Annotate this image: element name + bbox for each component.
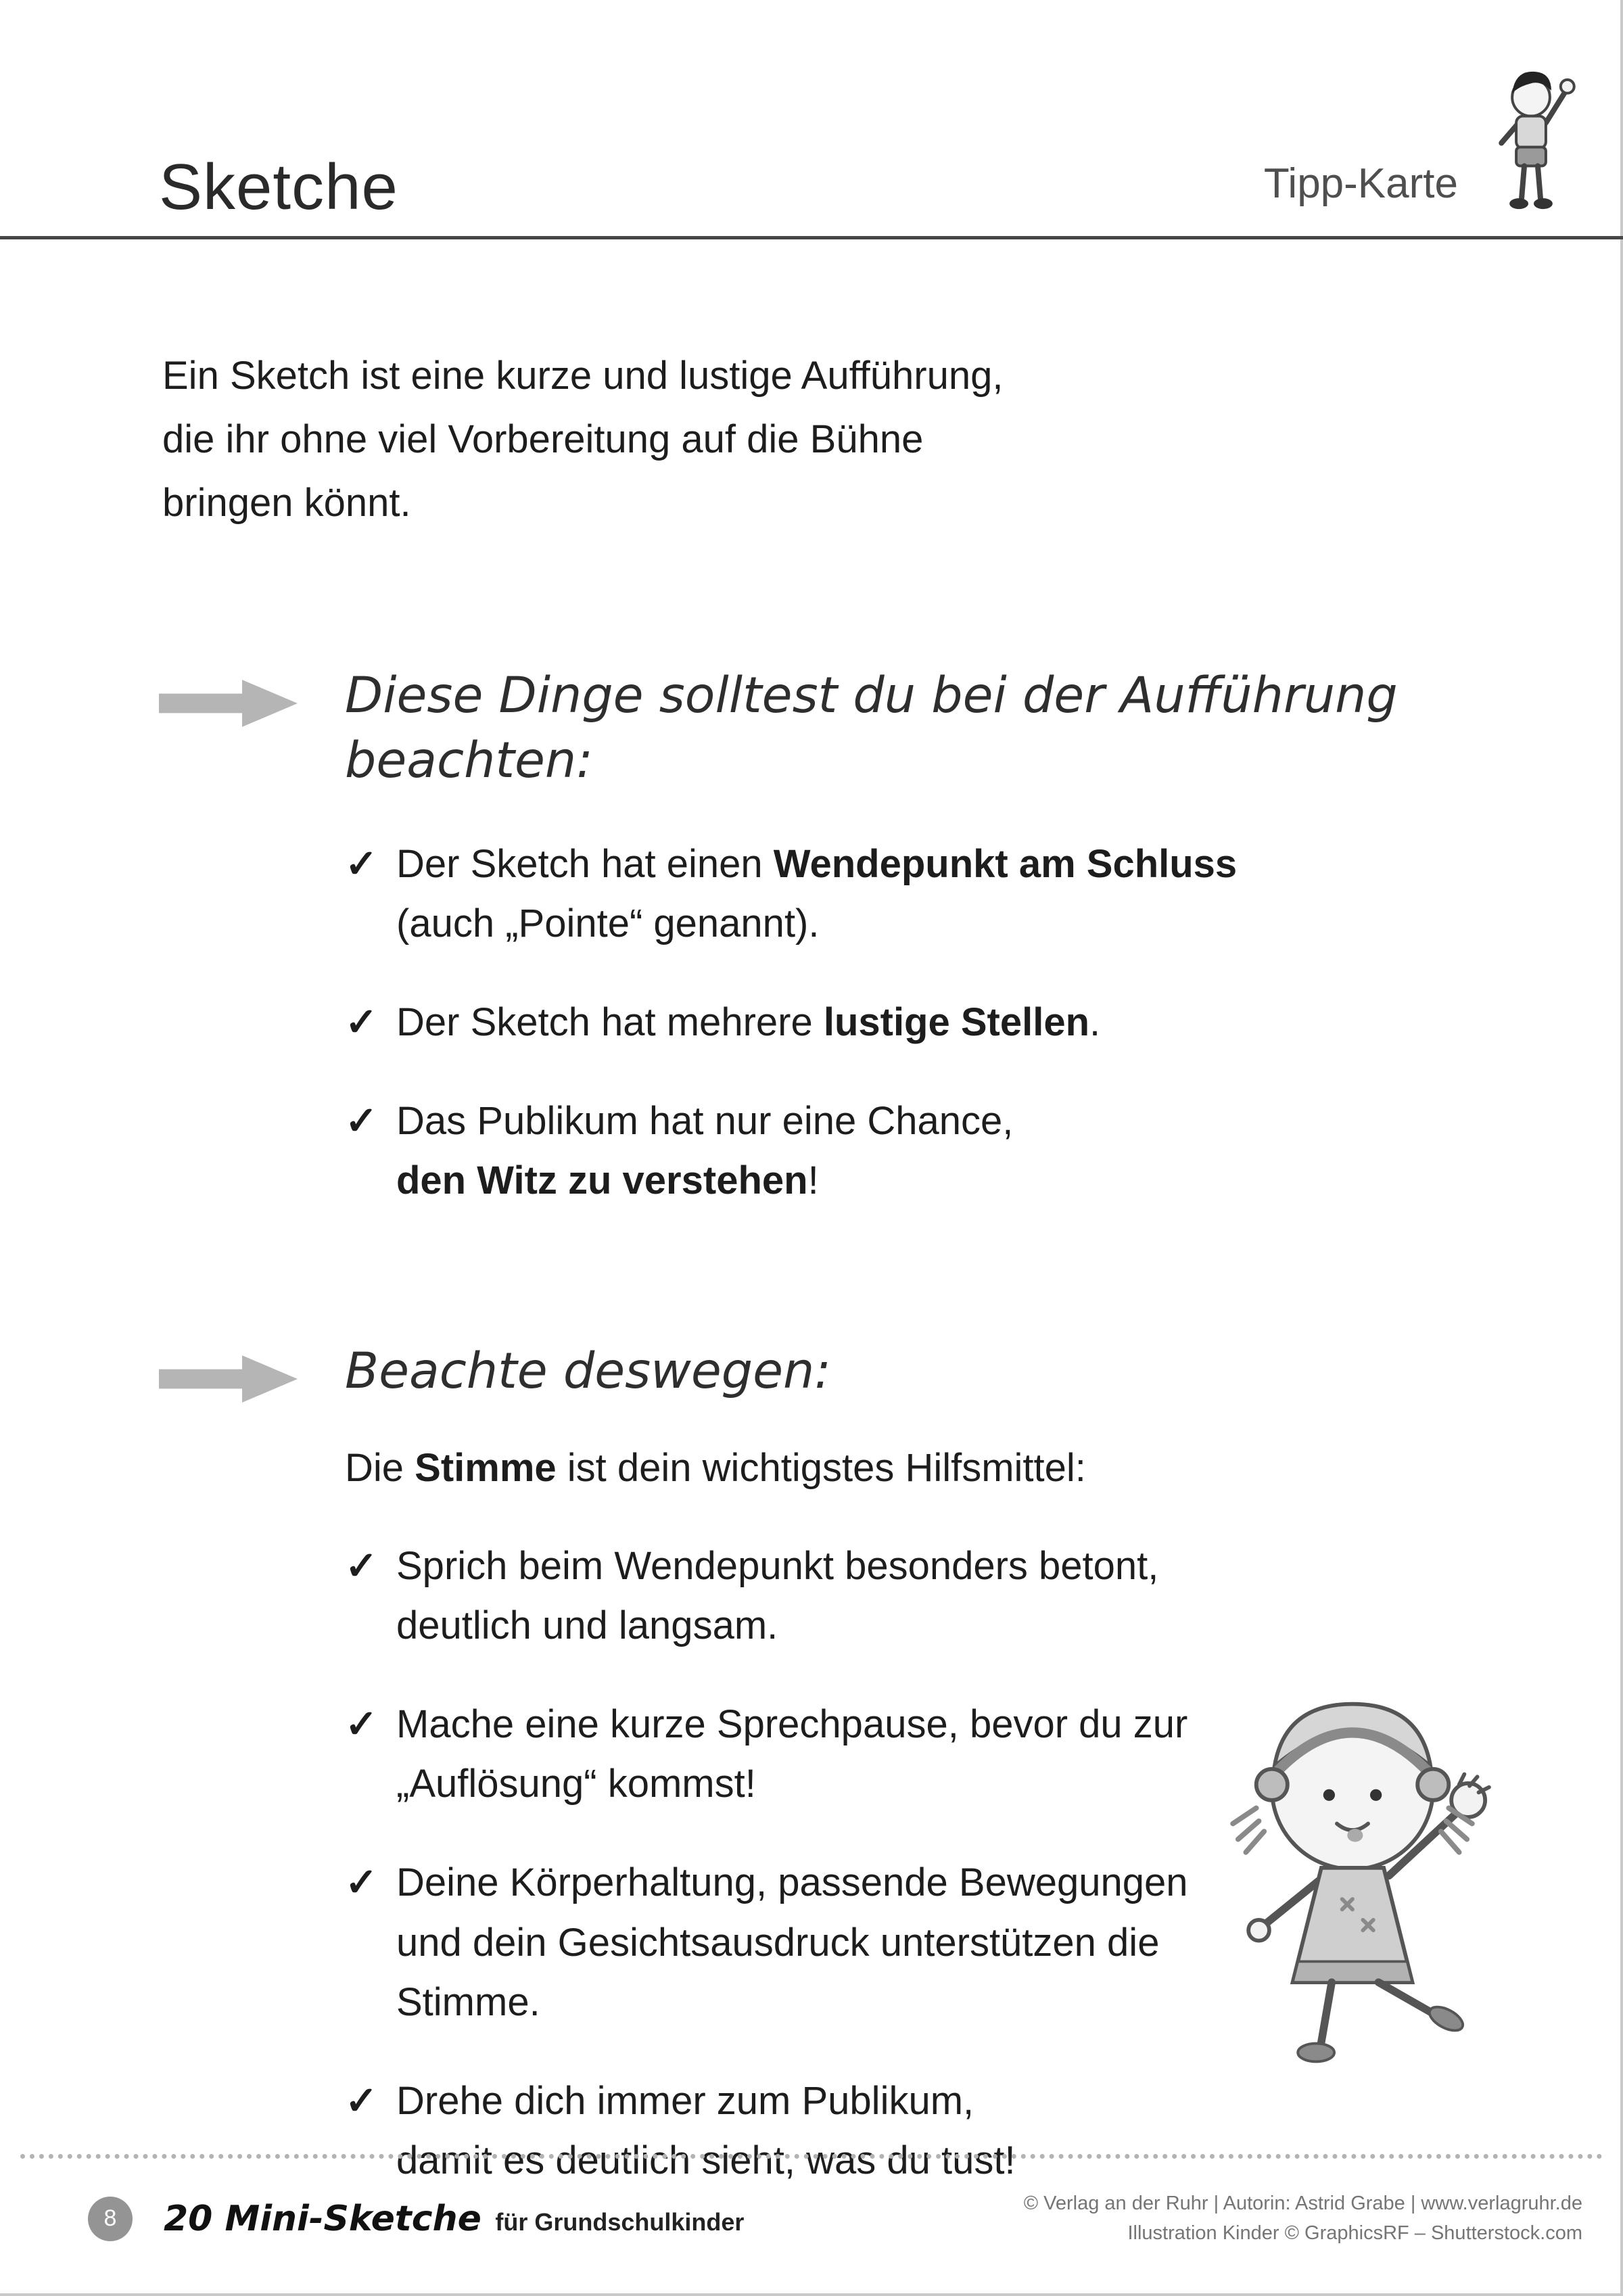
header-right — [1264, 61, 1582, 220]
text-segment: „Auflösung“ kommst! — [396, 1762, 756, 1806]
page-header — [0, 0, 1623, 239]
text-segment: Der Sketch hat mehrere — [396, 1000, 824, 1044]
checklist-item — [345, 1695, 1188, 1814]
intro-paragraph — [162, 344, 1623, 535]
checklist-item — [345, 1853, 1188, 2032]
text-segment: und dein Gesichtsausdruck unterstützen die — [396, 1920, 1160, 1965]
heading-line: beachten: — [345, 732, 593, 790]
series-title-script: 20 Mini-Sketche — [164, 2198, 481, 2239]
text-segment: Die — [345, 1445, 415, 1490]
bold-segment: Wendepunkt am Schluss — [773, 841, 1238, 886]
boy-icon — [1481, 61, 1582, 220]
section-heading — [345, 663, 1398, 794]
checklist-item — [345, 993, 1398, 1052]
text-segment: ist dein wichtigstes Hilfsmittel: — [556, 1445, 1086, 1490]
footer-left — [88, 2197, 744, 2241]
boy-illustration — [1481, 61, 1582, 220]
text-segment: (auch „Pointe“ genannt). — [396, 901, 820, 945]
checklist-item — [345, 1092, 1398, 1211]
page-footer — [0, 2154, 1623, 2296]
text-segment: ! — [807, 1158, 819, 1203]
girl-illustration — [1183, 1664, 1522, 2073]
check-icon: ✓ — [345, 1000, 378, 1044]
girl-icon — [1183, 1664, 1522, 2069]
series-title-rest: für Grundschulkinder — [495, 2207, 745, 2236]
footer-divider — [20, 2154, 1603, 2159]
intro-line: bringen könnt. — [162, 480, 411, 525]
text-segment: Drehe dich immer zum Publikum, — [396, 2078, 974, 2123]
section-body — [345, 663, 1398, 1211]
arrow-right-icon — [159, 678, 298, 1211]
text-segment: Sprich beim Wendepunkt besonders betont, — [396, 1543, 1159, 1588]
credits — [1024, 2189, 1582, 2248]
heading-line: Diese Dinge solltest du bei der Aufführung — [345, 666, 1398, 724]
intro-line: die ihr ohne viel Vorbereitung auf die Bühne — [162, 417, 924, 461]
text-segment: Das Publikum hat nur eine Chance, — [396, 1099, 1014, 1144]
check-icon: ✓ — [345, 1543, 378, 1588]
section-heading: Beachte deswegen: — [345, 1342, 831, 1401]
checklist-text — [396, 1853, 1188, 2032]
checklist-text — [396, 1092, 1013, 1211]
text-segment: Der Sketch hat einen — [396, 841, 774, 886]
text-segment: Deine Körperhaltung, passende Bewegungen — [396, 1860, 1188, 1905]
section-performance-rules — [159, 663, 1623, 1211]
checklist-item — [345, 1537, 1188, 1656]
page-number-badge: 8 — [88, 2197, 133, 2241]
checklist-text — [396, 1537, 1158, 1656]
text-segment: Mache eine kurze Sprechpause, bevor du zur — [396, 1702, 1188, 1747]
tip-card-label: Tipp-Karte — [1263, 160, 1458, 207]
page-title: Sketche — [159, 151, 398, 223]
section-lead — [345, 1438, 1188, 1497]
check-icon: ✓ — [345, 841, 378, 886]
arrow-right-icon — [159, 1354, 298, 2190]
checklist-item — [345, 835, 1398, 954]
check-icon: ✓ — [345, 1860, 378, 1905]
checklist-text — [396, 993, 1100, 1052]
check-icon: ✓ — [345, 1099, 378, 1144]
credit-line: Illustration Kinder © GraphicsRF – Shutterstock.com — [1127, 2222, 1582, 2244]
bold-segment: Stimme — [415, 1445, 557, 1490]
credit-line: © Verlag an der Ruhr | Autorin: Astrid Grabe | www.verlagruhr.de — [1023, 2193, 1582, 2214]
check-icon: ✓ — [345, 2078, 378, 2123]
footer-row — [0, 2154, 1623, 2248]
check-icon: ✓ — [345, 1702, 378, 1747]
series-title — [164, 2199, 744, 2239]
checklist-text — [396, 835, 1237, 954]
text-segment: damit es deutlich sieht, was du tust! — [396, 2138, 1016, 2182]
bold-segment: lustige Stellen — [823, 1000, 1090, 1044]
checklist-text — [396, 1695, 1187, 1814]
text-segment: Stimme. — [396, 1979, 540, 2024]
intro-line: Ein Sketch ist eine kurze und lustige Aufführung, — [162, 354, 1004, 398]
text-segment: deutlich und langsam. — [396, 1603, 778, 1647]
text-segment: . — [1089, 1000, 1101, 1044]
bold-segment: den Witz zu verstehen — [396, 1158, 808, 1203]
section-body — [345, 1339, 1188, 2190]
